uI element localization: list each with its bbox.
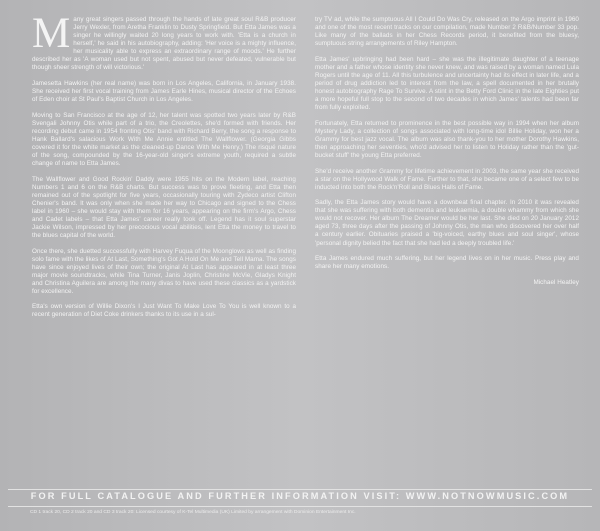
liner-paragraph-9: Fortunately, Etta returned to prominence in the best possible way in 1994 when her album Mystery Lady, a collection of songs associated with long-time idol Billie Holiday, won her a Grammy for best jazz vocal. The album was also thank-you to her mother Dorothy Hawkins, then approaching her seventies, who'd advised her to listen to Holiday rather than the 'gut-bucket stuff' the young Etta preferred. (315, 119, 579, 159)
footer-divider-bottom (8, 506, 592, 507)
author-signature: Michael Heatley (533, 278, 579, 286)
liner-paragraph-5: Once there, she duetted successfully with Harvey Fuqua of the Moonglows as well as finding solo fame with the likes of At Last, Something's Got A Hold On Me and Tell Mama. The songs have since enjoyed lives of their own; the original At Last has appeared in at least three major movie soundtracks, while Tina Turner, Janis Joplin, Christine McVie, Gladys Knight and Christina Aguilera are among the many divas to have used these classics as a yardstick for excellence. (32, 247, 296, 295)
licensing-credits: CD 1 track 20, CD 2 track 20 and CD 3 track 20: Licensed courtesy of K-Tel Multimedia (UK) Limited by arrangement with Dominion Entertainment Inc. (30, 510, 356, 515)
liner-paragraph-1-text: any great singers passed through the hands of late great soul R&B producer Jerry Wexler, from Aretha Franklin to Dusty Springfield. But Etta James was a singer he willingly waited 20 long years to work with. 'Etta is a church in herself,' he said in his autobiography, adding: 'Her voice is a mighty influence, her musicality able to express an extraordinary range of moods.' He further described her as 'A woman used but not spent, abused but never defeated, vulnerable but though sheer strength of will victorious.' (32, 16, 296, 72)
liner-notes-right-column (315, 16, 579, 287)
liner-paragraph-10: She'd receive another Grammy for lifetime achievement in 2003, the same year she received a star on the Hollywood Walk of Fame. Further to that, she became one of a select few to be inducted into both the Rock'n'Roll and Blues Halls of Fame. (315, 167, 579, 191)
liner-paragraph-4: The Wallflower and Good Rockin' Daddy were 1955 hits on the Modern label, reaching Numbers 1 and 6 on the R&B charts. But success was to prove fleeting, and Etta then remained out of the spotlight for five years, occasionally touring with Zydeco artist Clifton Chenier's band. It was only when she made her way to Chicago and signed to the Chess label in 1960 – she would stay with them for 16 years, appearing on the firm's Argo, Chess and Cadet labels – that Etta James' career really took off. Legend has it soul superstar Jackie Wilson, impressed by her precocious vocal abilities, lent Etta the money to travel to the blues capital of the world. (32, 175, 296, 239)
drop-cap: M (32, 10, 71, 57)
liner-paragraph-1 (32, 10, 296, 72)
liner-paragraph-6: Etta's own version of Willie Dixon's I Just Want To Make Love To You is well known to a recent generation of Diet Coke drinkers thanks to its use in a sul- (32, 303, 296, 319)
footer-divider-top (8, 489, 592, 490)
liner-paragraph-2: Jamesetta Hawkins (her real name) was born in Los Angeles, California, in January 1938. She received her first vocal training from James Earle Hines, musical director of the Echoes of Eden choir at St Paul's Baptist Church in Los Angeles. (32, 79, 296, 104)
liner-paragraph-11: Sadly, the Etta James story would have a downbeat final chapter. In 2010 it was revealed that she was suffering with both dementia and leukaemia, a double whammy from which she would not recover. Her album The Dreamer would be her last. She died on 20 January 2012 aged 73, three days after the passing of Johnny Otis, the man who discovered her over half a century earlier. Obituaries praised a 'big-voiced, earthy blues and soul singer', whose 'personal dignity belied the fact that she had led a deeply troubled life.' (315, 199, 579, 247)
liner-paragraph-8: Etta James' upbringing had been hard – she was the illegitimate daughter of a teenage mother and a father whose identity she never knew, and was raised by a woman named Lula Rogers until the age of 11. All this turbulence and uncertainty had its effect in later life, and a period of drug addiction led to interest from the law, a spell documented in her brutally honest autobiography Rage To Survive. A stint in the Betty Ford Clinic in the late Eighties put a more hopeful full stop to the second of two decades in which James' talents had been far from fully exploited. (315, 55, 579, 112)
liner-paragraph-12: Etta James endured much suffering, but her legend lives on in her music. Press play and share her many emotions. (315, 255, 579, 271)
liner-notes-left-column (32, 10, 296, 327)
liner-paragraph-3: Moving to San Francisco at the age of 12, her talent was spotted two years later by R&B Svengali Johnny Otis while part of a trio, the Creolettes, she'd formed with friends. Her recording debut came in 1954 fronting Otis' band with Richard Berry, the song a response to Hank Ballard's salacious Work With Me Annie entitled The Wallflower. (Georgia Gibbs covered it for the white market as the cleaned-up Dance With Me Henry.) The risqué nature of the song, compounded by the 16-year-old singer's extreme youth, required a subtle change of name to Etta James. (32, 111, 296, 167)
catalogue-website-banner: FOR FULL CATALOGUE AND FURTHER INFORMATION VISIT: WWW.NOTNOWMUSIC.COM (30, 491, 570, 501)
liner-paragraph-7: try TV ad, while the sumptuous All I Could Do Was Cry, released on the Argo imprint in 1960 and one of the most recent tracks on our compilation, made Number 2 R&B/Number 33 pop. Like many of the ballads in her Chess Records period, it benefited from the bluesy, sumptuous string arrangements of Riley Hampton. (315, 16, 579, 48)
